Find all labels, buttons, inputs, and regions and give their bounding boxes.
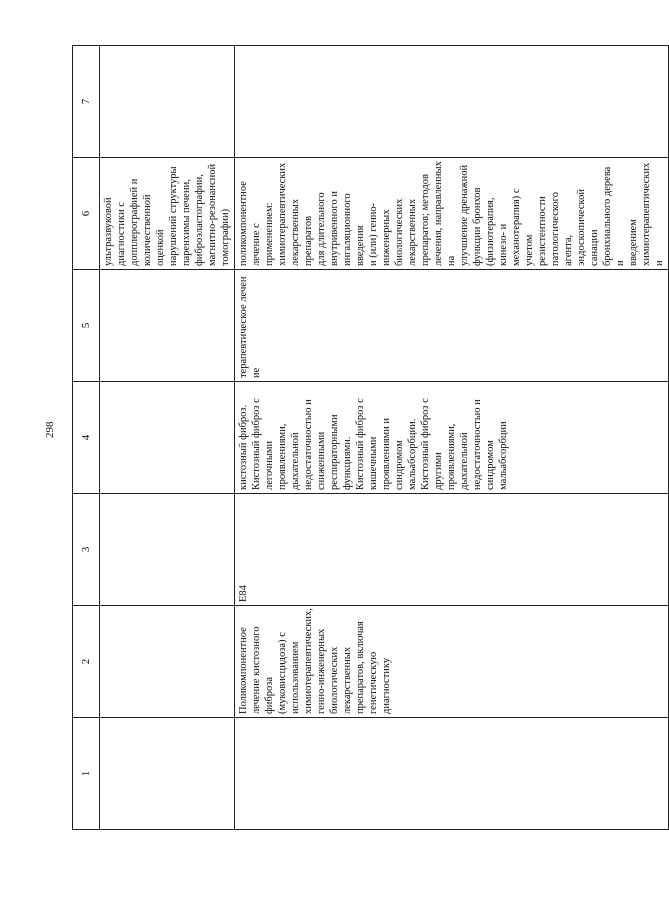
header-col-7: 7 [73, 46, 100, 158]
cell-r1-c7 [100, 46, 235, 158]
header-col-3: 3 [73, 494, 100, 606]
treatment-method-text: поликомпонентное лечение с применением: химиотерапевтических лекарственных препаратов для длительного внутривенного и ингаляционного введения и (или) генно-инженерных биологических лекарственных препаратов; методов лечения, направленных на улучшение дренажной функции бронхов (физиотерапия, кинезо- и механотерапия) с учетом резистентности патологического агента, эндоскопической санации бронхиального дерева и введением химиотерапевтических и [238, 161, 665, 266]
header-col-4: 4 [73, 382, 100, 494]
cell-r1-c1 [100, 718, 235, 830]
header-row [73, 46, 100, 830]
table-row [100, 46, 235, 830]
care-profile-text: Поликомпонентное лечение кистозного фиброза (муковисцидоза) с использованием химиотерапевтических, генно-инженерных биологических лекарственных препаратов, включая генетическую диагностику [238, 608, 392, 714]
header-col-2: 2 [73, 606, 100, 718]
rotated-table-wrapper [72, 45, 665, 830]
cell-r1-c2 [100, 606, 235, 718]
cell-r2-c7 [235, 46, 669, 158]
cell-r2-c1 [235, 718, 669, 830]
diagnosis-text: кистозный фиброз. Кистозный фиброз с легочными проявлениями, дыхательной недостаточностью и сниженными респираторными функциями. Кистозный фиброз с кишечными проявлениями и синдромом мальабсорбции. Кистозный фиброз с другими проявлениями, дыхательной недостаточностью и синдромом мальабсорбции [238, 398, 509, 490]
cell-r1-c6 [100, 158, 235, 270]
cell-r1-c3 [100, 494, 235, 606]
cell-r2-c3 [235, 494, 669, 606]
cell-r2-c4 [235, 382, 669, 494]
method-continuation-text: ультразвуковой диагностики с допплерографией и количественной оценкой нарушений структуры паренхимы печени, фиброэластографии, магнитно-резонансной томографии) [103, 163, 231, 266]
page-number: 298 [44, 421, 56, 438]
header-col-6: 6 [73, 158, 100, 270]
cell-r1-c4 [100, 382, 235, 494]
cell-r1-c5 [100, 270, 235, 382]
treatment-type-text: терапевтическое лечение [238, 276, 262, 378]
cell-r2-c2 [235, 606, 669, 718]
header-col-1: 1 [73, 718, 100, 830]
cell-r2-c6 [235, 158, 669, 270]
treatment-table [72, 45, 669, 830]
table-row [235, 46, 669, 830]
cell-r2-c5 [235, 270, 669, 382]
icd-code: E84 [238, 585, 249, 602]
header-col-5: 5 [73, 270, 100, 382]
